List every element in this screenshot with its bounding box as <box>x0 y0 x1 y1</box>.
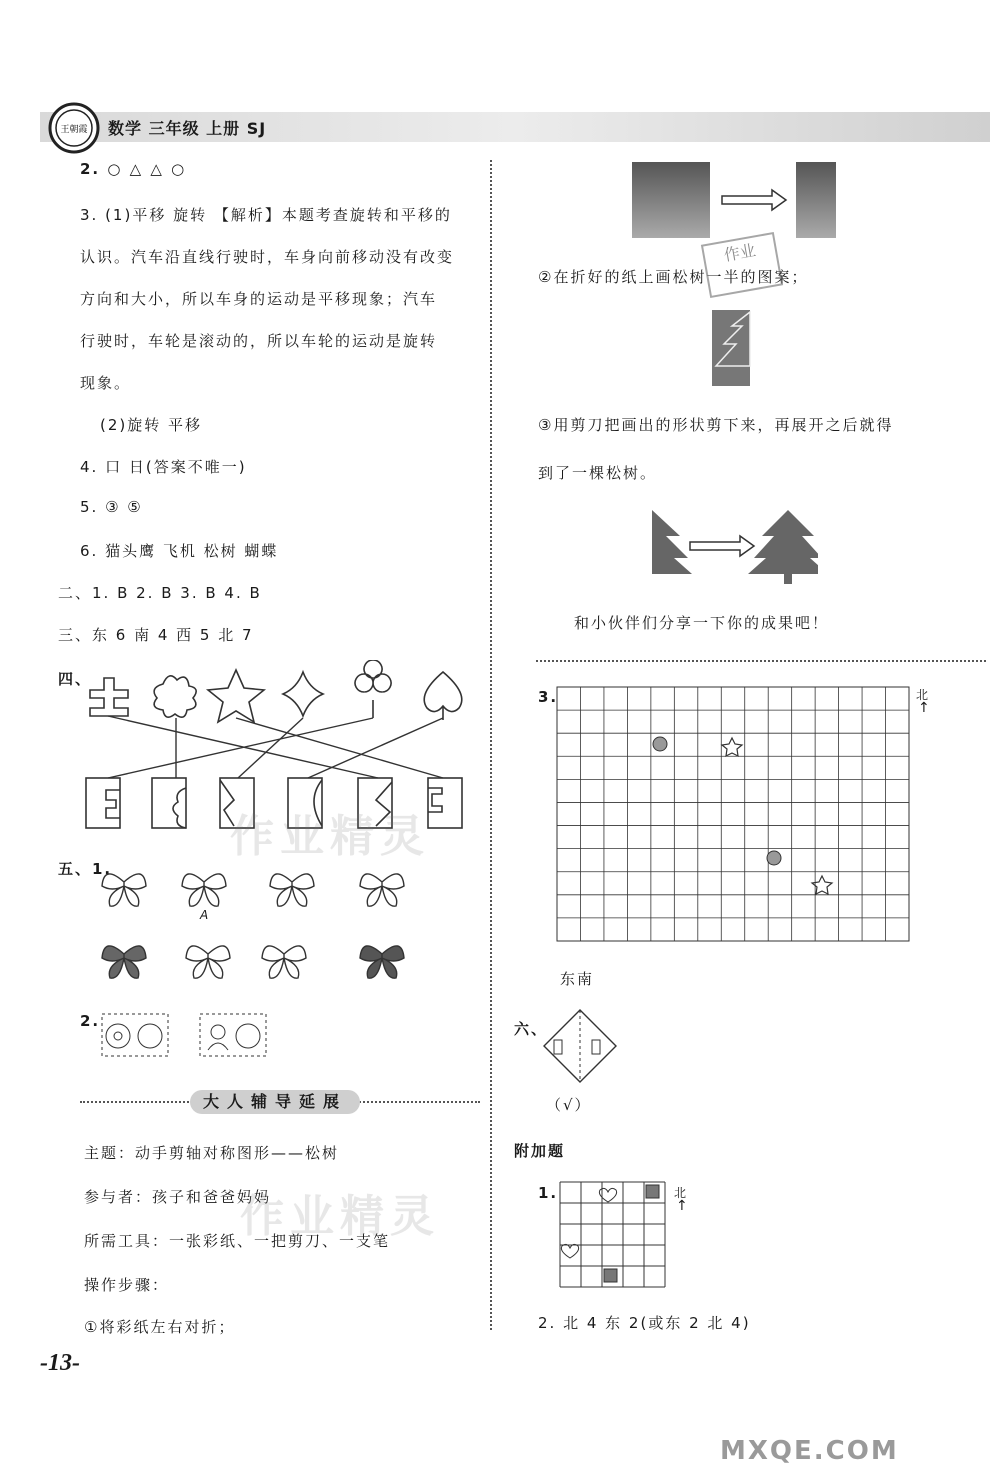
column-divider <box>490 160 492 1330</box>
folded-paper-half <box>796 162 836 238</box>
section6-label: 六、 <box>514 1020 549 1038</box>
north-arrow: ↑ <box>918 700 930 716</box>
bonus-q1-label: 1. <box>538 1184 559 1202</box>
shape-diamond <box>283 672 323 716</box>
section4-label: 四、 <box>58 670 93 688</box>
stamp: 作业 <box>701 232 783 298</box>
answer-q3-line4: 行驶时，车轮是滚动的，所以车轮的运动是旋转 <box>80 332 438 350</box>
watermark-2: 作业精灵 <box>240 1191 440 1242</box>
butterfly-grid <box>96 858 426 988</box>
folded-paper-full <box>632 162 710 238</box>
section5-q2-label: 2. <box>80 1012 101 1030</box>
logo-badge <box>46 100 102 156</box>
activity-theme: 主题：动手剪轴对称图形——松树 <box>84 1144 340 1162</box>
answer-q3-line2: 认识。汽车沿直线行驶时，车身向前移动没有改变 <box>80 248 455 266</box>
folded-square-figure <box>540 1008 620 1088</box>
extension-banner: 大人辅导延展 <box>190 1090 360 1114</box>
answer-q3-line3: 方向和大小，所以车身的运动是平移现象；汽车 <box>80 290 438 308</box>
share-note: 和小伙伴们分享一下你的成果吧！ <box>574 614 830 632</box>
tree-result <box>648 508 818 584</box>
answer-q3-line5: 现象。 <box>80 374 132 392</box>
activity-step3-line1: ③用剪刀把画出的形状剪下来，再展开之后就得 <box>538 416 894 434</box>
shape-earth-char <box>90 678 128 716</box>
answer-q5: 5. ③ ⑤ <box>80 498 143 516</box>
arrow-1 <box>720 188 790 212</box>
right-rule <box>536 660 986 662</box>
bonus-grid <box>558 1180 668 1290</box>
butterfly-label-a: A <box>200 908 209 922</box>
site-watermark: MXQE.COM <box>720 1436 899 1466</box>
activity-step2: ②在折好的纸上画松树一半的图案； <box>538 268 809 286</box>
page-title: 数学 三年级 上册 SJ <box>108 119 267 138</box>
activity-step1: ①将彩纸左右对折； <box>84 1318 236 1336</box>
shape-flower <box>154 676 196 717</box>
answer-q6: 6. 猫头鹰 飞机 松树 蝴蝶 <box>80 542 279 560</box>
shape-spade <box>424 672 462 720</box>
bonus-north-arrow: ↑ <box>676 1198 688 1214</box>
grid-q3-answer: 东南 <box>560 970 595 988</box>
answer-section2: 二、1. B 2. B 3. B 4. B <box>58 584 262 602</box>
bonus-q2-answer: 2. 北 4 东 2(或东 2 北 4) <box>538 1314 751 1332</box>
answer-q3-line1: 3. (1)平移 旋转 【解析】本题考查旋转和平移的 <box>80 206 452 224</box>
answer-q4: 4. 口 日(答案不唯一) <box>80 458 247 476</box>
svg-text:王朝霞: 王朝霞 <box>60 124 88 134</box>
activity-tools: 所需工具：一张彩纸、一把剪刀、一支笔 <box>84 1232 391 1250</box>
answer-section3: 三、东 6 南 4 西 5 北 7 <box>58 626 254 644</box>
page-number: -13- <box>40 1350 80 1376</box>
answer-q2: 2. ○ △ △ ○ <box>80 160 187 178</box>
section5-label: 五、1. <box>58 860 113 878</box>
coordinate-grid <box>556 686 912 944</box>
watermark-1: 作业精灵 <box>230 811 430 862</box>
shape-club <box>355 660 391 718</box>
activity-participants: 参与者：孩子和爸爸妈妈 <box>84 1188 272 1206</box>
activity-step3-line2: 到了一棵松树。 <box>538 464 658 482</box>
bonus-north-label: 北 <box>674 1186 687 1200</box>
section6-answer: （√） <box>546 1096 592 1114</box>
shape-star <box>208 670 264 722</box>
bonus-title: 附加题 <box>514 1142 566 1160</box>
pattern-figures <box>100 1012 270 1060</box>
activity-steps-label: 操作步骤： <box>84 1276 170 1294</box>
half-tree-drawing <box>712 310 752 388</box>
north-label: 北 <box>916 688 929 702</box>
answer-q3-part2: (2)旋转 平移 <box>100 416 203 434</box>
grid-q3-label: 3. <box>538 688 559 706</box>
